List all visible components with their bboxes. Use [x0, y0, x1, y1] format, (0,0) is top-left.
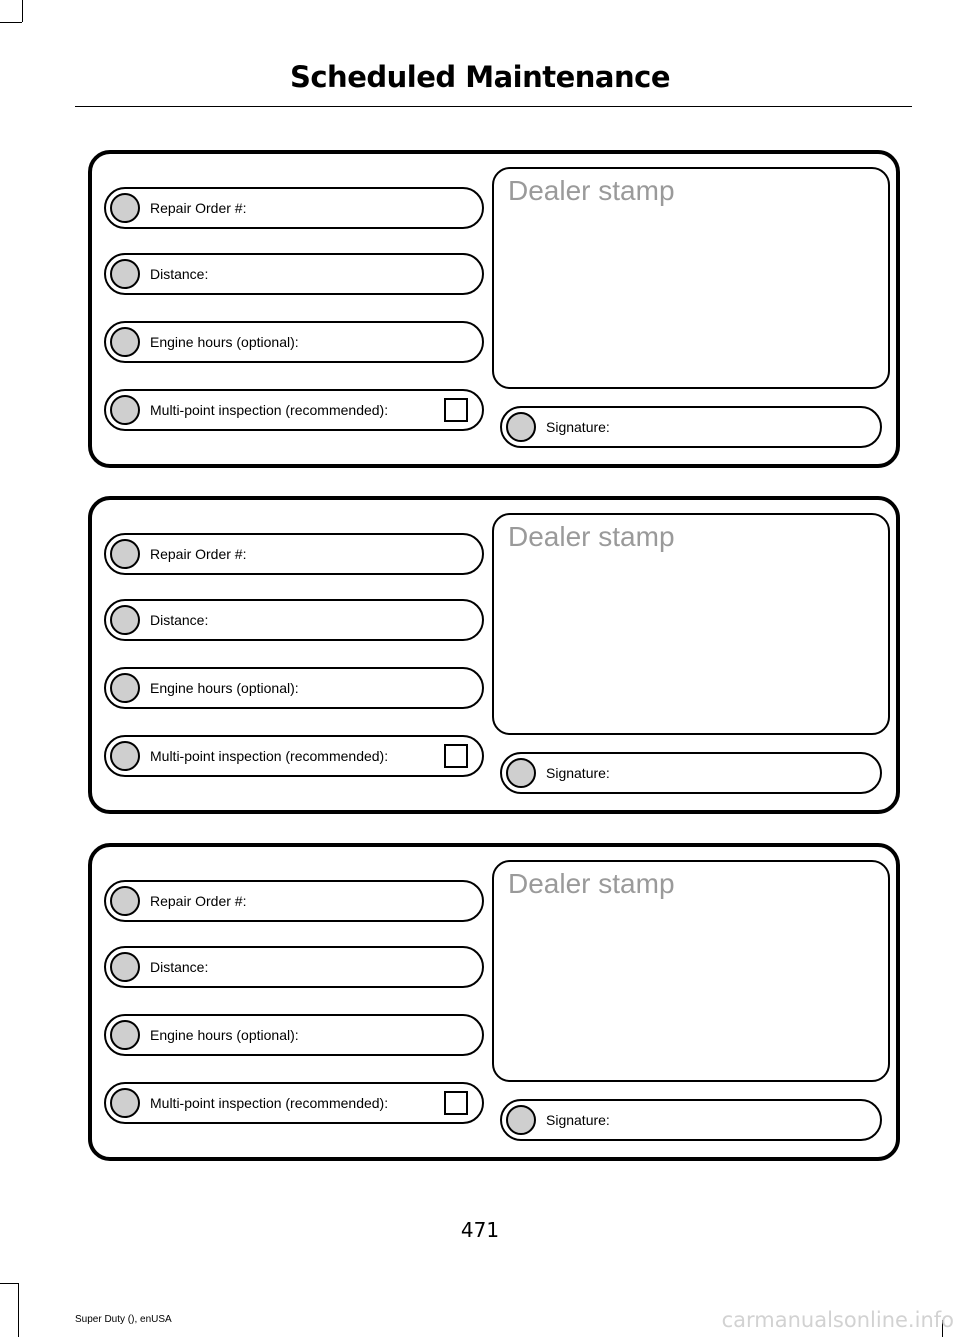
maintenance-record-card [88, 843, 900, 1161]
distance-field[interactable] [104, 946, 484, 988]
circle-icon [110, 539, 140, 569]
engine-hours-field[interactable] [104, 667, 484, 709]
inspection-checkbox[interactable] [444, 398, 468, 422]
circle-icon [110, 673, 140, 703]
page-title: Scheduled Maintenance [289, 60, 671, 94]
signature-label: Signature: [546, 765, 610, 781]
engine-hours-label: Engine hours (optional): [150, 1027, 299, 1043]
edition-text: Super Duty (), enUSA [75, 1314, 172, 1325]
repair-order-label: Repair Order #: [150, 200, 247, 216]
crop-mark [22, 0, 23, 22]
repair-order-field[interactable] [104, 187, 484, 229]
dealer-stamp-label: Dealer stamp [508, 868, 675, 899]
circle-icon [110, 327, 140, 357]
signature-field[interactable] [500, 752, 882, 794]
dealer-stamp-box [492, 860, 890, 1082]
repair-order-label: Repair Order #: [150, 893, 247, 909]
repair-order-label: Repair Order #: [150, 546, 247, 562]
distance-field[interactable] [104, 253, 484, 295]
distance-label: Distance: [150, 612, 209, 628]
engine-hours-label: Engine hours (optional): [150, 334, 299, 350]
dealer-stamp-label: Dealer stamp [508, 175, 675, 206]
circle-icon [506, 758, 536, 788]
inspection-field [104, 1082, 484, 1124]
engine-hours-field[interactable] [104, 1014, 484, 1056]
crop-mark [0, 22, 22, 23]
inspection-field [104, 389, 484, 431]
repair-order-field[interactable] [104, 880, 484, 922]
signature-field[interactable] [500, 406, 882, 448]
circle-icon [110, 259, 140, 289]
inspection-label: Multi-point inspection (recommended): [150, 1095, 389, 1111]
circle-icon [110, 886, 140, 916]
repair-order-field[interactable] [104, 533, 484, 575]
dealer-stamp-box [492, 167, 890, 389]
circle-icon [506, 412, 536, 442]
distance-field[interactable] [104, 599, 484, 641]
circle-icon [110, 193, 140, 223]
maintenance-record-card [88, 496, 900, 814]
signature-label: Signature: [546, 1112, 610, 1128]
inspection-checkbox[interactable] [444, 744, 468, 768]
signature-field[interactable] [500, 1099, 882, 1141]
distance-label: Distance: [150, 959, 209, 975]
title-rule [75, 106, 912, 107]
page-number: 471 [460, 1218, 500, 1242]
inspection-field [104, 735, 484, 777]
circle-icon [110, 1088, 140, 1118]
inspection-label: Multi-point inspection (recommended): [150, 748, 389, 764]
circle-icon [110, 741, 140, 771]
circle-icon [110, 605, 140, 635]
circle-icon [110, 1020, 140, 1050]
distance-label: Distance: [150, 266, 209, 282]
inspection-label: Multi-point inspection (recommended): [150, 402, 389, 418]
maintenance-record-card [88, 150, 900, 468]
circle-icon [506, 1105, 536, 1135]
circle-icon [110, 952, 140, 982]
circle-icon [110, 395, 140, 425]
engine-hours-field[interactable] [104, 321, 484, 363]
engine-hours-label: Engine hours (optional): [150, 680, 299, 696]
inspection-checkbox[interactable] [444, 1091, 468, 1115]
crop-mark [18, 1283, 19, 1337]
signature-label: Signature: [546, 419, 610, 435]
dealer-stamp-label: Dealer stamp [508, 521, 675, 552]
crop-mark [0, 1283, 18, 1284]
dealer-stamp-box [492, 513, 890, 735]
watermark: carmanualsonline.info [721, 1308, 954, 1332]
